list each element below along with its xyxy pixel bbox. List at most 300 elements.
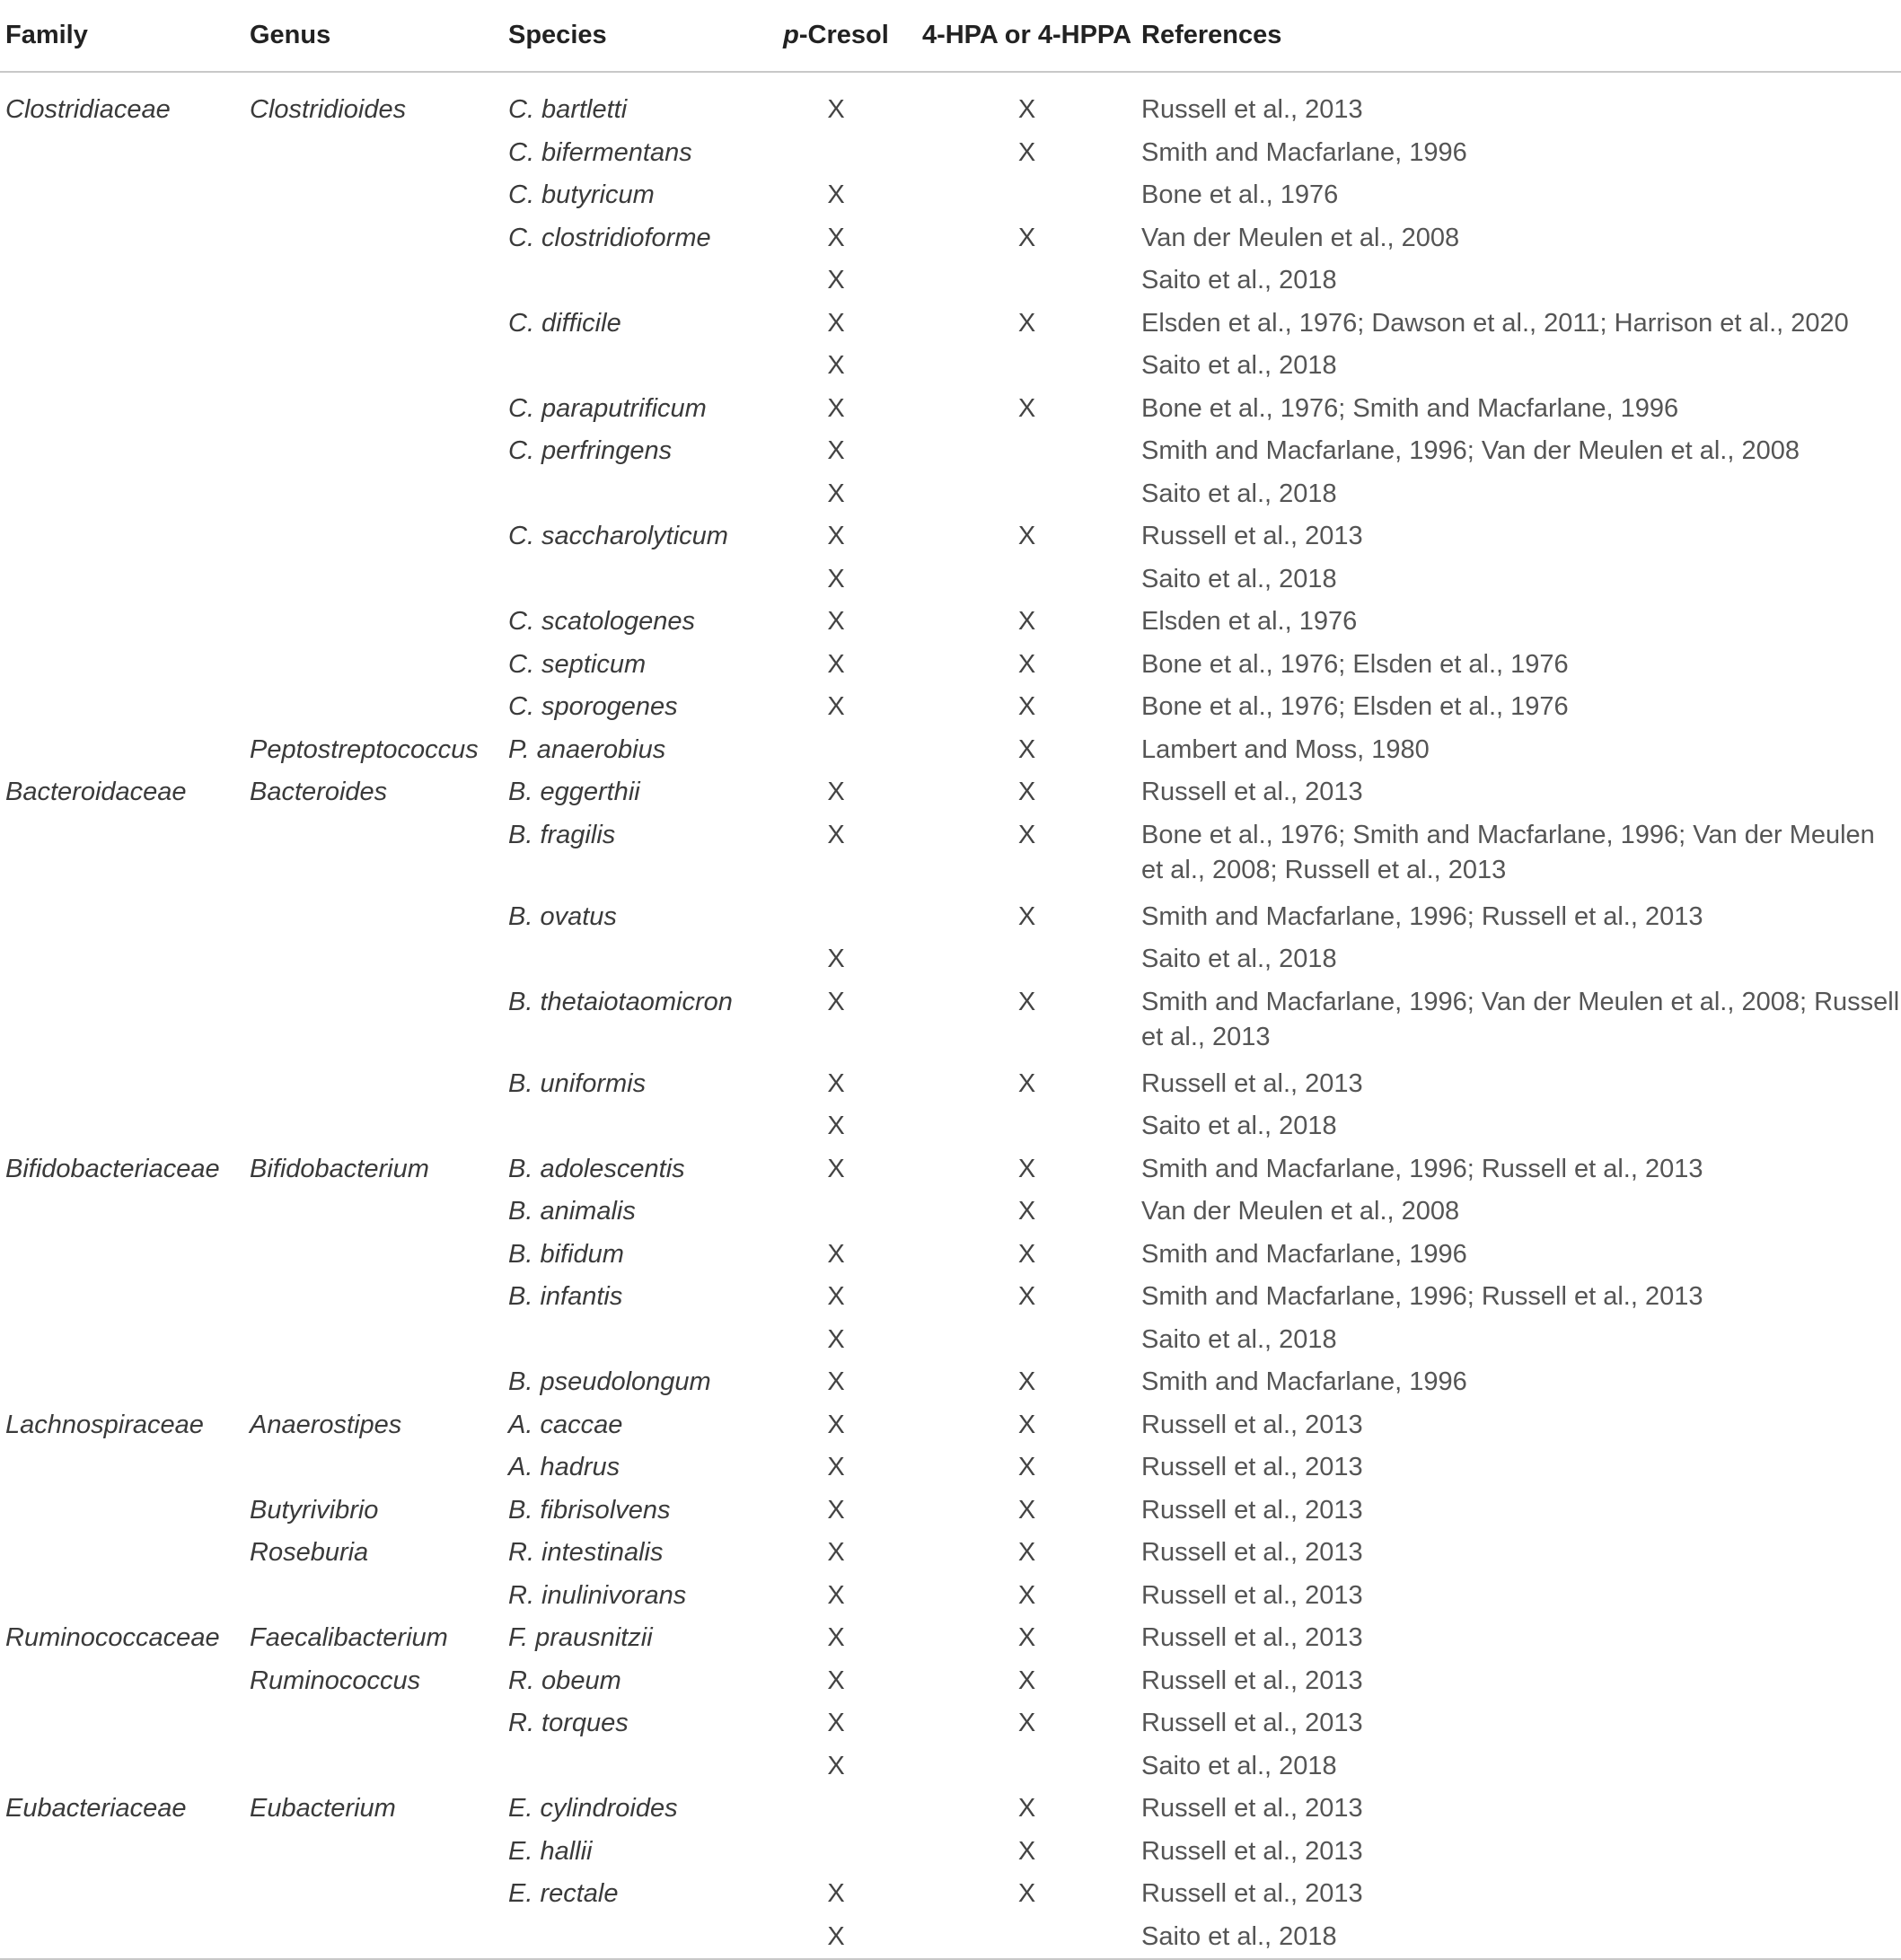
family-cell: Ruminococcaceae [5, 1623, 220, 1653]
family-cell [0, 1063, 250, 1106]
family-cell [0, 132, 250, 175]
reference-cell: Bone et al., 1976; Smith and Macfarlane, 1996 [1141, 393, 1679, 423]
reference-cell: Smith and Macfarlane, 1996 [1141, 1367, 1467, 1397]
hpa-cell: X [1017, 223, 1036, 252]
species-cell: B. fibrisolvens [508, 1495, 671, 1525]
table-body [0, 72, 1901, 1959]
hpa-cell: X [1017, 1836, 1036, 1866]
genus-cell: Anaerostipes [250, 1410, 402, 1439]
hpa-cell [912, 430, 1141, 473]
table-row [0, 1148, 1901, 1191]
genus-cell [250, 1276, 508, 1319]
genus-cell [250, 1745, 508, 1789]
p-cresol-cell: X [827, 351, 845, 381]
genus-cell [250, 896, 508, 939]
hpa-cell [912, 174, 1141, 217]
family-cell [0, 896, 250, 939]
reference-cell: Bone et al., 1976; Elsden et al., 1976 [1141, 692, 1569, 722]
family-cell [0, 1446, 250, 1490]
p-cresol-cell: X [827, 1367, 845, 1397]
family-cell: Lachnospiraceae [5, 1410, 204, 1439]
hpa-cell: X [1017, 1282, 1036, 1312]
table-row [0, 388, 1901, 431]
species-cell: B. fragilis [508, 820, 616, 849]
p-cresol-cell [760, 896, 912, 939]
reference-cell: Smith and Macfarlane, 1996; Russell et al., 2013 [1141, 1282, 1703, 1312]
header-row [0, 0, 1901, 72]
family-cell: Eubacteriaceae [5, 1794, 187, 1824]
genus-cell [250, 174, 508, 217]
reference-cell: Saito et al., 2018 [1141, 564, 1337, 593]
genus-cell [250, 1319, 508, 1362]
family-cell [0, 1361, 250, 1404]
reference-cell: Saito et al., 2018 [1141, 266, 1337, 295]
genus-cell: Roseburia [250, 1538, 369, 1568]
p-cresol-cell: X [827, 95, 845, 125]
p-cresol-cell: X [827, 1410, 845, 1439]
p-cresol-cell: X [827, 820, 845, 849]
species-cell: B. animalis [508, 1197, 636, 1226]
genus-cell [250, 981, 508, 1063]
header-genus: Genus [250, 0, 508, 72]
reference-cell: Smith and Macfarlane, 1996 [1141, 137, 1467, 167]
genus-cell: Bacteroides [250, 778, 388, 807]
family-cell [0, 1319, 250, 1362]
reference-cell: Van der Meulen et al., 2008 [1141, 1197, 1460, 1226]
family-cell [0, 601, 250, 644]
genus-cell [250, 1063, 508, 1106]
p-cresol-cell: X [827, 393, 845, 423]
family-cell [0, 345, 250, 388]
genus-cell [250, 217, 508, 260]
genus-cell: Butyrivibrio [250, 1495, 379, 1525]
reference-cell: Saito et al., 2018 [1141, 1751, 1337, 1780]
hpa-cell: X [1017, 1410, 1036, 1439]
species-cell: A. caccae [508, 1410, 623, 1439]
species-cell: C. paraputrificum [508, 393, 707, 423]
genus-cell [250, 259, 508, 303]
species-cell [508, 1745, 760, 1789]
reference-cell: Russell et al., 2013 [1141, 778, 1363, 807]
table-row [0, 72, 1901, 132]
table-row [0, 601, 1901, 644]
table-row [0, 1831, 1901, 1874]
reference-cell: Russell et al., 2013 [1141, 1623, 1363, 1653]
p-cresol-cell: X [827, 1282, 845, 1312]
family-cell [0, 1702, 250, 1745]
genus-cell: Eubacterium [250, 1794, 396, 1824]
table-row [0, 1276, 1901, 1319]
p-cresol-cell [760, 729, 912, 772]
table-row [0, 303, 1901, 346]
reference-cell: Smith and Macfarlane, 1996; Russell et al., 2013 [1141, 1154, 1703, 1183]
genus-cell [250, 558, 508, 602]
hpa-cell: X [1017, 1154, 1036, 1183]
p-cresol-cell: X [827, 1154, 845, 1183]
reference-cell: Bone et al., 1976 [1141, 180, 1339, 210]
hpa-cell: X [1017, 1495, 1036, 1525]
reference-cell: Bone et al., 1976; Elsden et al., 1976 [1141, 649, 1569, 679]
reference-cell: Smith and Macfarlane, 1996 [1141, 1239, 1467, 1269]
hpa-cell: X [1017, 734, 1036, 764]
table-row [0, 1446, 1901, 1490]
reference-cell: Saito et al., 2018 [1141, 479, 1337, 508]
genus-cell [250, 430, 508, 473]
reference-cell: Russell et al., 2013 [1141, 95, 1363, 125]
reference-cell: Saito et al., 2018 [1141, 1112, 1337, 1141]
species-cell [508, 259, 760, 303]
reference-cell: Russell et al., 2013 [1141, 1580, 1363, 1610]
p-cresol-cell: X [827, 1879, 845, 1909]
p-cresol-cell: X [827, 1112, 845, 1141]
p-cresol-cell: X [827, 266, 845, 295]
genus-cell [250, 345, 508, 388]
species-cell: B. adolescentis [508, 1154, 685, 1183]
hpa-cell: X [1017, 1453, 1036, 1482]
hpa-cell: X [1017, 1068, 1036, 1098]
p-cresol-cell [760, 132, 912, 175]
table-header [0, 0, 1901, 72]
table-row [0, 896, 1901, 939]
hpa-cell: X [1017, 393, 1036, 423]
species-cell: R. obeum [508, 1666, 621, 1695]
table-row [0, 1532, 1901, 1575]
reference-cell: Saito et al., 2018 [1141, 351, 1337, 381]
table-row [0, 430, 1901, 473]
genus-cell [250, 814, 508, 896]
table-row [0, 1063, 1901, 1106]
hpa-cell [912, 1916, 1141, 1960]
header-p-cresol [760, 0, 912, 72]
reference-cell: Russell et al., 2013 [1141, 1879, 1363, 1909]
p-cresol-cell: X [827, 1580, 845, 1610]
genus-cell [250, 601, 508, 644]
p-cresol-cell: X [827, 1324, 845, 1354]
reference-cell: Saito et al., 2018 [1141, 1324, 1337, 1354]
genus-cell [250, 1191, 508, 1234]
species-cell: R. intestinalis [508, 1538, 664, 1568]
genus-cell: Peptostreptococcus [250, 734, 479, 764]
table-row [0, 686, 1901, 729]
genus-cell [250, 1916, 508, 1960]
p-cresol-cell: X [827, 308, 845, 338]
table-row [0, 1105, 1901, 1148]
species-cell: R. inulinivorans [508, 1580, 687, 1610]
hpa-cell: X [1017, 820, 1036, 849]
genus-cell [250, 303, 508, 346]
family-cell [0, 938, 250, 981]
species-cell: A. hadrus [508, 1453, 620, 1482]
species-cell: B. pseudolongum [508, 1367, 711, 1397]
family-cell [0, 1745, 250, 1789]
hpa-cell: X [1017, 1709, 1036, 1738]
family-cell [0, 814, 250, 896]
genus-cell: Ruminococcus [250, 1666, 421, 1695]
p-cresol-cell: X [827, 180, 845, 210]
species-cell: P. anaerobius [508, 734, 666, 764]
table-row [0, 1745, 1901, 1789]
family-cell [0, 1105, 250, 1148]
species-cell: C. clostridioforme [508, 223, 711, 252]
reference-cell: Lambert and Moss, 1980 [1141, 734, 1430, 764]
genus-cell [250, 1234, 508, 1277]
genus-cell [250, 1361, 508, 1404]
genus-cell [250, 1575, 508, 1618]
p-cresol-cell: X [827, 1239, 845, 1269]
reference-cell: Russell et al., 2013 [1141, 1453, 1363, 1482]
table-row [0, 1660, 1901, 1703]
hpa-cell: X [1017, 1197, 1036, 1226]
hpa-cell [912, 473, 1141, 516]
p-cresol-cell: X [827, 479, 845, 508]
reference-cell: Elsden et al., 1976; Dawson et al., 2011; Harrison et al., 2020 [1141, 308, 1849, 338]
family-cell [0, 1191, 250, 1234]
table-row [0, 1404, 1901, 1447]
table-row [0, 1490, 1901, 1533]
family-cell [0, 981, 250, 1063]
table-row [0, 729, 1901, 772]
hpa-cell: X [1017, 778, 1036, 807]
table-row [0, 1873, 1901, 1916]
hpa-cell: X [1017, 1239, 1036, 1269]
family-cell [0, 217, 250, 260]
genus-cell: Clostridioides [250, 95, 407, 125]
p-cresol-cell: X [827, 1068, 845, 1098]
genus-cell [250, 1105, 508, 1148]
genus-cell: Faecalibacterium [250, 1623, 448, 1653]
genus-cell [250, 1702, 508, 1745]
p-cresol-cell: X [760, 1916, 912, 1960]
species-cell: E. hallii [508, 1836, 593, 1866]
hpa-cell: X [1017, 987, 1036, 1016]
family-cell [0, 729, 250, 772]
header-family: Family [0, 0, 250, 72]
table-row [0, 644, 1901, 687]
p-cresol-cell [760, 1788, 912, 1831]
family-cell [0, 1234, 250, 1277]
hpa-cell: X [1017, 607, 1036, 637]
reference-cell: Van der Meulen et al., 2008 [1141, 223, 1460, 252]
family-cell [0, 1873, 250, 1916]
family-cell [0, 430, 250, 473]
table-row [0, 558, 1901, 602]
genus-cell [250, 132, 508, 175]
table-row [0, 1319, 1901, 1362]
hpa-cell: X [1017, 1623, 1036, 1653]
species-cell [508, 473, 760, 516]
table-row [0, 259, 1901, 303]
family-cell [0, 558, 250, 602]
p-cresol-cell: X [827, 945, 845, 974]
hpa-cell: X [1017, 1879, 1036, 1909]
species-cell [508, 345, 760, 388]
p-cresol-cell: X [827, 1453, 845, 1482]
hpa-cell [912, 558, 1141, 602]
table-row [0, 217, 1901, 260]
p-cresol-cell: X [827, 987, 845, 1016]
family-cell: Bacteroidaceae [5, 778, 187, 807]
species-cell: C. scatologenes [508, 607, 695, 637]
reference-cell: Russell et al., 2013 [1141, 1794, 1363, 1824]
family-cell: Bifidobacteriaceae [5, 1154, 220, 1183]
hpa-cell [912, 1105, 1141, 1148]
species-cell: B. uniformis [508, 1068, 647, 1098]
p-cresol-cell: X [827, 649, 845, 679]
p-cresol-cell: X [827, 1751, 845, 1780]
table-row [0, 1191, 1901, 1234]
family-cell [0, 303, 250, 346]
table-row [0, 345, 1901, 388]
species-cell [508, 1105, 760, 1148]
p-cresol-cell: X [827, 436, 845, 466]
hpa-cell: X [1017, 692, 1036, 722]
genus-cell [250, 473, 508, 516]
p-cresol-cell: X [827, 1623, 845, 1653]
table-row [0, 515, 1901, 558]
species-cell: C. butyricum [508, 180, 655, 210]
family-cell [0, 1490, 250, 1533]
header-species: Species [508, 0, 760, 72]
p-cresol-cell: X [827, 1709, 845, 1738]
reference-cell: Russell et al., 2013 [1141, 1836, 1363, 1866]
family-cell [0, 1916, 250, 1960]
family-cell [0, 473, 250, 516]
species-cell: B. bifidum [508, 1239, 624, 1269]
genus-cell [250, 1446, 508, 1490]
genus-cell [250, 686, 508, 729]
family-cell [0, 1276, 250, 1319]
species-cell [508, 558, 760, 602]
family-cell: Clostridiaceae [5, 95, 171, 125]
header-references: References [1141, 0, 1901, 72]
hpa-cell: X [1017, 1666, 1036, 1695]
p-cresol-cell [760, 1191, 912, 1234]
species-cell: R. torques [508, 1709, 629, 1738]
family-cell [0, 388, 250, 431]
p-cresol-cell: X [827, 1538, 845, 1568]
reference-cell: Russell et al., 2013 [1141, 522, 1363, 551]
reference-cell: Smith and Macfarlane, 1996; Van der Meulen et al., 2008; Russell et al., 2013 [1141, 987, 1900, 1051]
reference-cell: Saito et al., 2018 [1141, 1916, 1901, 1960]
family-cell [0, 686, 250, 729]
p-cresol-cell: X [827, 564, 845, 593]
table-row [0, 1234, 1901, 1277]
hpa-cell: X [1017, 1580, 1036, 1610]
species-cell [508, 938, 760, 981]
reference-cell: Russell et al., 2013 [1141, 1410, 1363, 1439]
p-cresol-cell: X [827, 1666, 845, 1695]
table-row [0, 1702, 1901, 1745]
family-cell [0, 515, 250, 558]
hpa-cell [912, 938, 1141, 981]
table-row [0, 132, 1901, 175]
family-cell [0, 1660, 250, 1703]
species-cell: F. prausnitzii [508, 1623, 653, 1653]
reference-cell: Smith and Macfarlane, 1996; Van der Meulen et al., 2008 [1141, 436, 1800, 466]
header-p-cresol-prefix: p [783, 21, 799, 49]
hpa-cell: X [1017, 1367, 1036, 1397]
family-cell [0, 174, 250, 217]
p-cresol-cell [760, 1831, 912, 1874]
species-cell: C. sporogenes [508, 692, 678, 722]
p-cresol-cell: X [827, 223, 845, 252]
genus-cell [250, 388, 508, 431]
genus-cell: Bifidobacterium [250, 1154, 429, 1183]
species-cell [508, 1916, 760, 1960]
reference-cell: Bone et al., 1976; Smith and Macfarlane, 1996; Van der Meulen et al., 2008; Russell et al., 2013 [1141, 820, 1875, 884]
hpa-cell: X [1017, 1538, 1036, 1568]
table-row [0, 771, 1901, 814]
genus-cell [250, 515, 508, 558]
species-cell: E. rectale [508, 1879, 619, 1909]
reference-cell: Russell et al., 2013 [1141, 1495, 1363, 1525]
table-row [0, 938, 1901, 981]
family-cell [0, 644, 250, 687]
table-row [0, 473, 1901, 516]
p-cresol-cell: X [827, 607, 845, 637]
family-cell [0, 1532, 250, 1575]
genus-cell [250, 938, 508, 981]
reference-cell: Smith and Macfarlane, 1996; Russell et al., 2013 [1141, 901, 1703, 931]
hpa-cell [912, 345, 1141, 388]
p-cresol-cell: X [827, 522, 845, 551]
table-row [0, 174, 1901, 217]
table-row [0, 1617, 1901, 1660]
genus-cell [250, 1873, 508, 1916]
reference-cell: Russell et al., 2013 [1141, 1666, 1363, 1695]
hpa-cell: X [1017, 308, 1036, 338]
hpa-cell: X [1017, 137, 1036, 167]
table-row [0, 1788, 1901, 1831]
hpa-cell [912, 1745, 1141, 1789]
genus-cell [250, 1831, 508, 1874]
species-cell: C. bartletti [508, 95, 628, 125]
table-row [0, 814, 1901, 896]
family-cell [0, 1831, 250, 1874]
header-4-hpa: 4-HPA or 4-HPPA [912, 0, 1141, 72]
species-cell [508, 1319, 760, 1362]
reference-cell: Saito et al., 2018 [1141, 945, 1337, 974]
reference-cell: Russell et al., 2013 [1141, 1068, 1363, 1098]
species-cell: C. perfringens [508, 436, 673, 466]
header-p-cresol-rest: -Cresol [798, 21, 889, 49]
species-cell: B. thetaiotaomicron [508, 987, 733, 1016]
reference-cell: Elsden et al., 1976 [1141, 607, 1358, 637]
species-cell: C. bifermentans [508, 137, 692, 167]
species-cell: B. eggerthii [508, 778, 640, 807]
species-cell: B. infantis [508, 1282, 623, 1312]
hpa-cell [912, 259, 1141, 303]
family-cell [0, 259, 250, 303]
hpa-cell [912, 1319, 1141, 1362]
species-cell: B. ovatus [508, 901, 617, 931]
hpa-cell: X [1017, 1794, 1036, 1824]
reference-cell: Russell et al., 2013 [1141, 1709, 1363, 1738]
table-row [0, 1916, 1901, 1960]
hpa-cell: X [1017, 649, 1036, 679]
reference-cell: Russell et al., 2013 [1141, 1538, 1363, 1568]
p-cresol-cell: X [827, 692, 845, 722]
table-row [0, 1361, 1901, 1404]
species-cell: E. cylindroides [508, 1794, 678, 1824]
p-cresol-cell: X [827, 1495, 845, 1525]
hpa-cell: X [1017, 901, 1036, 931]
family-cell [0, 1575, 250, 1618]
hpa-cell: X [1017, 522, 1036, 551]
species-cell: C. septicum [508, 649, 647, 679]
species-cell: C. difficile [508, 308, 621, 338]
hpa-cell: X [1017, 95, 1036, 125]
